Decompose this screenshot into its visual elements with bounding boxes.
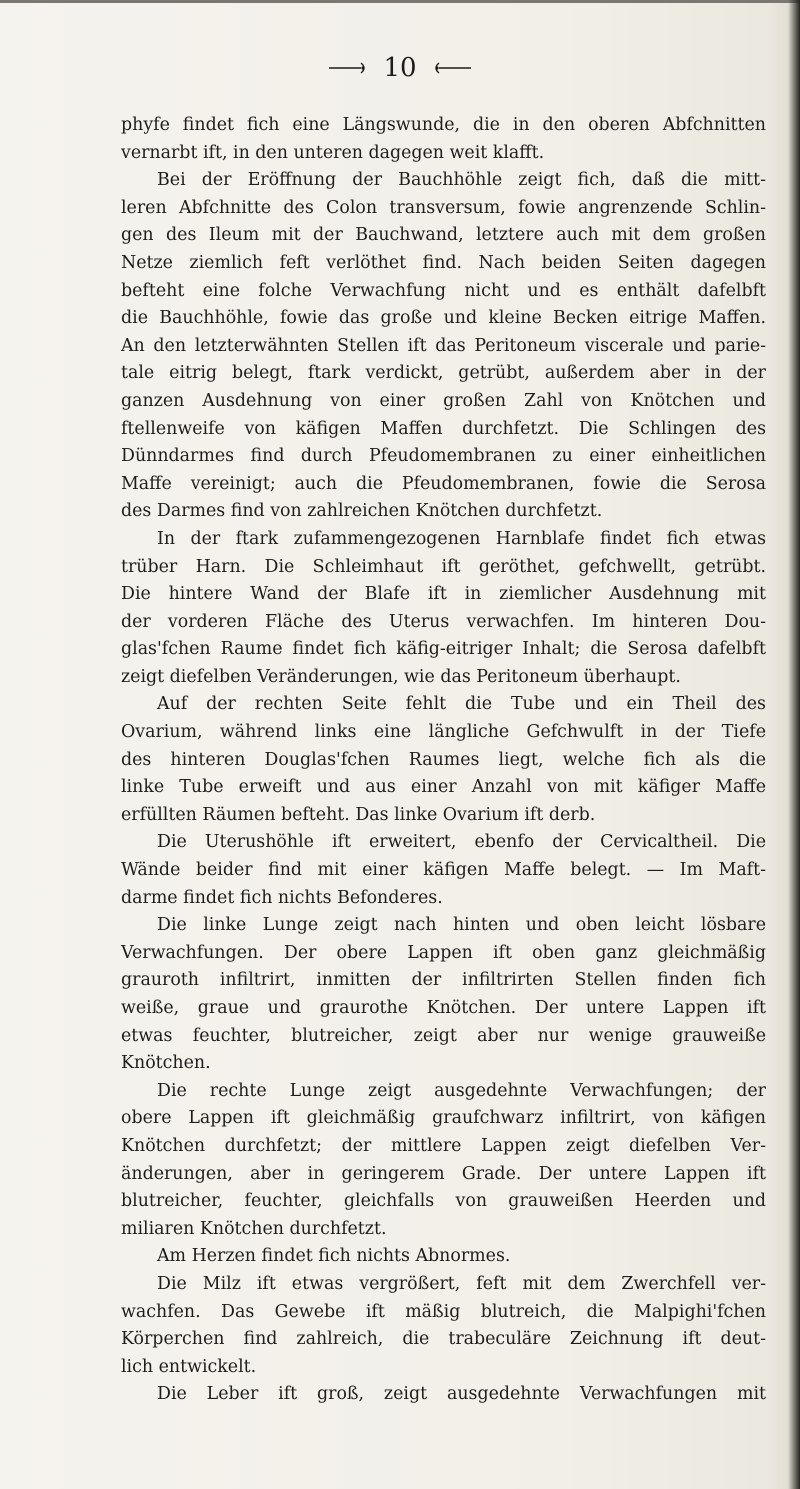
text-line: des Darmes find von zahlreichen Knötchen durchfetzt. xyxy=(121,501,603,522)
text-line: die Bauchhöhle, fowie das große und kleine Becken eitrige Maffen. xyxy=(121,308,766,329)
text-line: tale eitrig belegt, ftark verdickt, getrübt, außerdem aber in der xyxy=(121,363,766,384)
text-line: Verwachfungen. Der obere Lappen ift oben ganz gleichmäßig xyxy=(121,942,766,963)
text-line: linke Tube erweift und aus einer Anzahl von mit käfiger Maffe xyxy=(121,777,766,798)
text-line: Dünndarmes find durch Pfeudomembranen zu einer einheitlichen xyxy=(121,446,766,467)
text-line: Wände beider find mit einer käfigen Maffe belegt. — Im Maft- xyxy=(121,860,766,881)
page-header-inner xyxy=(327,48,472,88)
text-line: Bei der Eröffnung der Bauchhöhle zeigt fich, daß die mitt- xyxy=(157,170,766,191)
text-line: trüber Harn. Die Schleimhaut ift geröthet, gefchwellt, getrübt. xyxy=(121,556,766,577)
text-line: Knötchen durchfetzt; der mittlere Lappen zeigt diefelben Ver- xyxy=(121,1135,766,1156)
text-line: Die hintere Wand der Blafe ift in ziemlicher Ausdehnung mit xyxy=(121,584,766,605)
text-line: glas'fchen Raume findet fich käfig-eitriger Inhalt; die Serosa dafelbft xyxy=(121,639,766,660)
text-line: vernarbt ift, in den unteren dagegen weit klafft. xyxy=(121,142,545,163)
text-line: ftellenweife von käfigen Maffen durchfetzt. Die Schlingen des xyxy=(121,418,766,439)
text-line: der vorderen Fläche des Uterus verwachfen. Im hinteren Dou- xyxy=(121,611,766,632)
text-line: Ovarium, während links eine längliche Gefchwulft in der Tiefe xyxy=(121,722,766,743)
text-line: obere Lappen ift gleichmäßig graufchwarz infiltrirt, von käfigen xyxy=(121,1108,766,1129)
rule-ornament-right-icon xyxy=(431,61,473,75)
body-text xyxy=(121,112,766,1409)
text-line: darme findet fich nichts Befonderes. xyxy=(121,887,443,908)
text-line: Netze ziemlich feft verlöthet find. Nach beiden Seiten dagegen xyxy=(121,252,766,273)
text-line: miliaren Knötchen durchfetzt. xyxy=(121,1218,387,1239)
text-line: weiße, graue und graurothe Knötchen. Der untere Lappen ift xyxy=(121,998,766,1018)
text-line: An den letzterwähnten Stellen ift das Peritoneum viscerale und parie- xyxy=(121,335,766,356)
text-line: Auf der rechten Seite fehlt die Tube und ein Theil des xyxy=(157,694,766,715)
text-line: Maffe vereinigt; auch die Pfeudomembranen, fowie die Serosa xyxy=(121,473,766,494)
text-line: leren Abfchnitte des Colon transversum, fowie angrenzende Schlin- xyxy=(121,197,766,218)
text-line: blutreicher, feuchter, gleichfalls von grauweißen Heerden und xyxy=(121,1191,766,1212)
text-line: Knötchen. xyxy=(121,1053,211,1074)
rule-ornament-left-icon xyxy=(327,61,369,75)
text-line: zeigt diefelben Veränderungen, wie das Peritoneum überhaupt. xyxy=(121,666,681,687)
text-line: des hinteren Douglas'fchen Raumes liegt, welche fich als die xyxy=(121,749,766,770)
text-line: lich entwickelt. xyxy=(121,1356,257,1377)
page-number: 10 xyxy=(383,53,417,83)
text-line: phyfe findet fich eine Längswunde, die in den oberen Abfchnitten xyxy=(121,115,766,135)
text-line: Am Herzen findet fich nichts Abnormes. xyxy=(157,1246,511,1267)
text-line: Die Uterushöhle ift erweitert, ebenfo der Cervicaltheil. Die xyxy=(157,832,766,853)
text-line: Die linke Lunge zeigt nach hinten und oben leicht lösbare xyxy=(157,915,766,936)
text-line: etwas feuchter, blutreicher, zeigt aber nur wenige grauweiße xyxy=(121,1025,766,1046)
text-line: grauroth infiltrirt, inmitten der infiltrirten Stellen finden fich xyxy=(121,970,766,991)
text-line: ganzen Ausdehnung von einer großen Zahl von Knötchen und xyxy=(121,390,766,411)
text-line: änderungen, aber in geringerem Grade. Der untere Lappen ift xyxy=(121,1163,766,1184)
text-line: wachfen. Das Gewebe ift mäßig blutreich, die Malpighi'fchen xyxy=(121,1301,766,1322)
text-line: gen des Ileum mit der Bauchwand, letztere auch mit dem großen xyxy=(121,225,766,246)
page-right-shadow xyxy=(788,0,800,1489)
text-line: befteht eine folche Verwachfung nicht und es enthält dafelbft xyxy=(121,280,766,301)
text-line: Die rechte Lunge zeigt ausgedehnte Verwachfungen; der xyxy=(157,1080,766,1101)
text-line: In der ftark zufammengezogenen Harnblafe findet fich etwas xyxy=(157,528,766,549)
text-line: Die Milz ift etwas vergrößert, feft mit dem Zwerchfell ver- xyxy=(157,1273,766,1294)
page-header xyxy=(0,48,800,88)
text-line: Die Leber ift groß, zeigt ausgedehnte Verwachfungen mit xyxy=(157,1384,766,1405)
top-edge-rule xyxy=(0,0,800,3)
text-line: erfüllten Räumen befteht. Das linke Ovarium ift derb. xyxy=(121,804,596,825)
text-line: Körperchen find zahlreich, die trabeculäre Zeichnung ift deut- xyxy=(121,1329,766,1350)
